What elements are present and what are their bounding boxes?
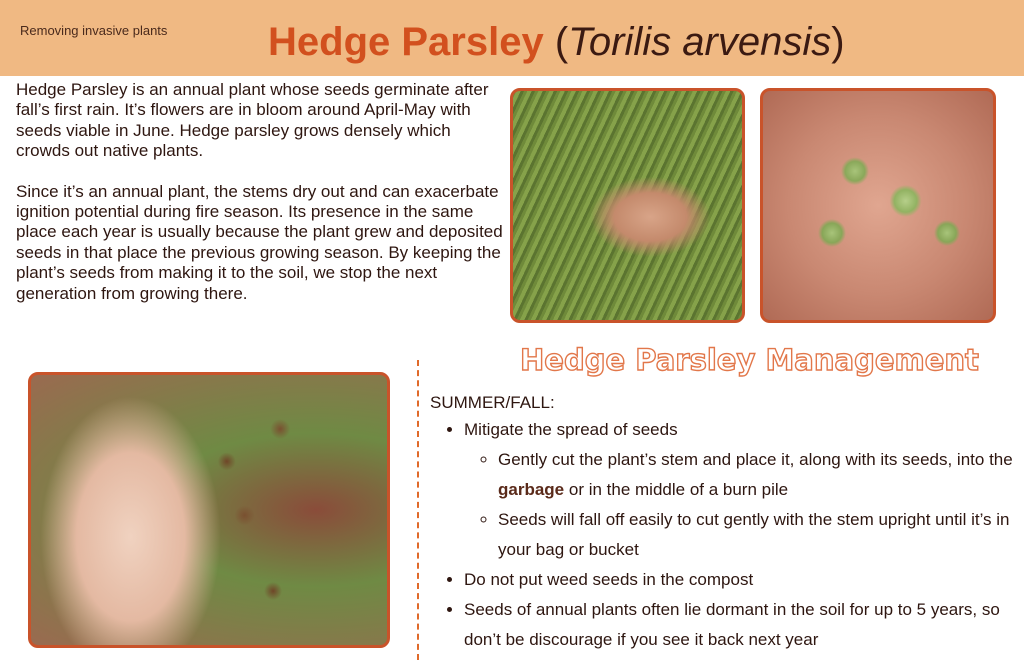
sub-item-text-before: Gently cut the plant’s stem and place it, along with its seeds, into the [498, 450, 1013, 469]
title-scientific-name [555, 20, 845, 64]
header-banner [0, 0, 1024, 76]
management-title: Hedge Parsley Management [520, 343, 979, 377]
garbage-emphasis: garbage [498, 480, 565, 499]
intro-paragraph-2: Since it’s an annual plant, the stems dry out and can exacerbate ignition potential during fire season. Its presence in the same place each year is usually because the plant grew and deposited seeds in that place the previous growing season. By keeping the plant’s seeds from making it to the soil, we stop the next generation from growing there. [16, 181, 503, 303]
list-item [464, 415, 1020, 565]
photo-seed-heads [28, 372, 390, 648]
dashed-divider [417, 360, 419, 660]
title-scientific-italic: Torilis arvensis [568, 20, 832, 64]
season-label: SUMMER/FALL: [430, 393, 555, 412]
list-item: • Do not put weed seeds in the compost [464, 565, 1020, 595]
title-paren-open: ( [554, 20, 569, 64]
photo-hand-holding-plant [510, 88, 745, 323]
sub-bullet-list [464, 445, 1020, 565]
photo-flower-closeup [760, 88, 996, 323]
intro-paragraph-1: Hedge Parsley is an annual plant whose seeds germinate after fall’s first rain. It’s flowers are in bloom around April-May with seeds viable in June. Hedge parsley grows densely which crowds out native plants. [16, 80, 489, 161]
title-common-name: Hedge Parsley [268, 20, 544, 64]
sub-list-item [498, 445, 1020, 505]
sub-item-text-after: or in the middle of a burn pile [564, 480, 789, 499]
sub-list-item: ◦ Seeds will fall off easily to cut gently with the stem upright until it’s in your bag or bucket [498, 505, 1020, 565]
title-paren-close: ) [831, 20, 845, 64]
list-item-text: Mitigate the spread of seeds [464, 420, 678, 439]
bullet-list [430, 415, 1020, 655]
page-title [268, 14, 845, 70]
kicker-text: Removing invasive plants [20, 23, 168, 38]
management-list [430, 415, 1020, 655]
list-item: • Seeds of annual plants often lie dormant in the soil for up to 5 years, so don’t be discourage if you see it back next year [464, 595, 1020, 655]
intro-text [16, 80, 506, 324]
